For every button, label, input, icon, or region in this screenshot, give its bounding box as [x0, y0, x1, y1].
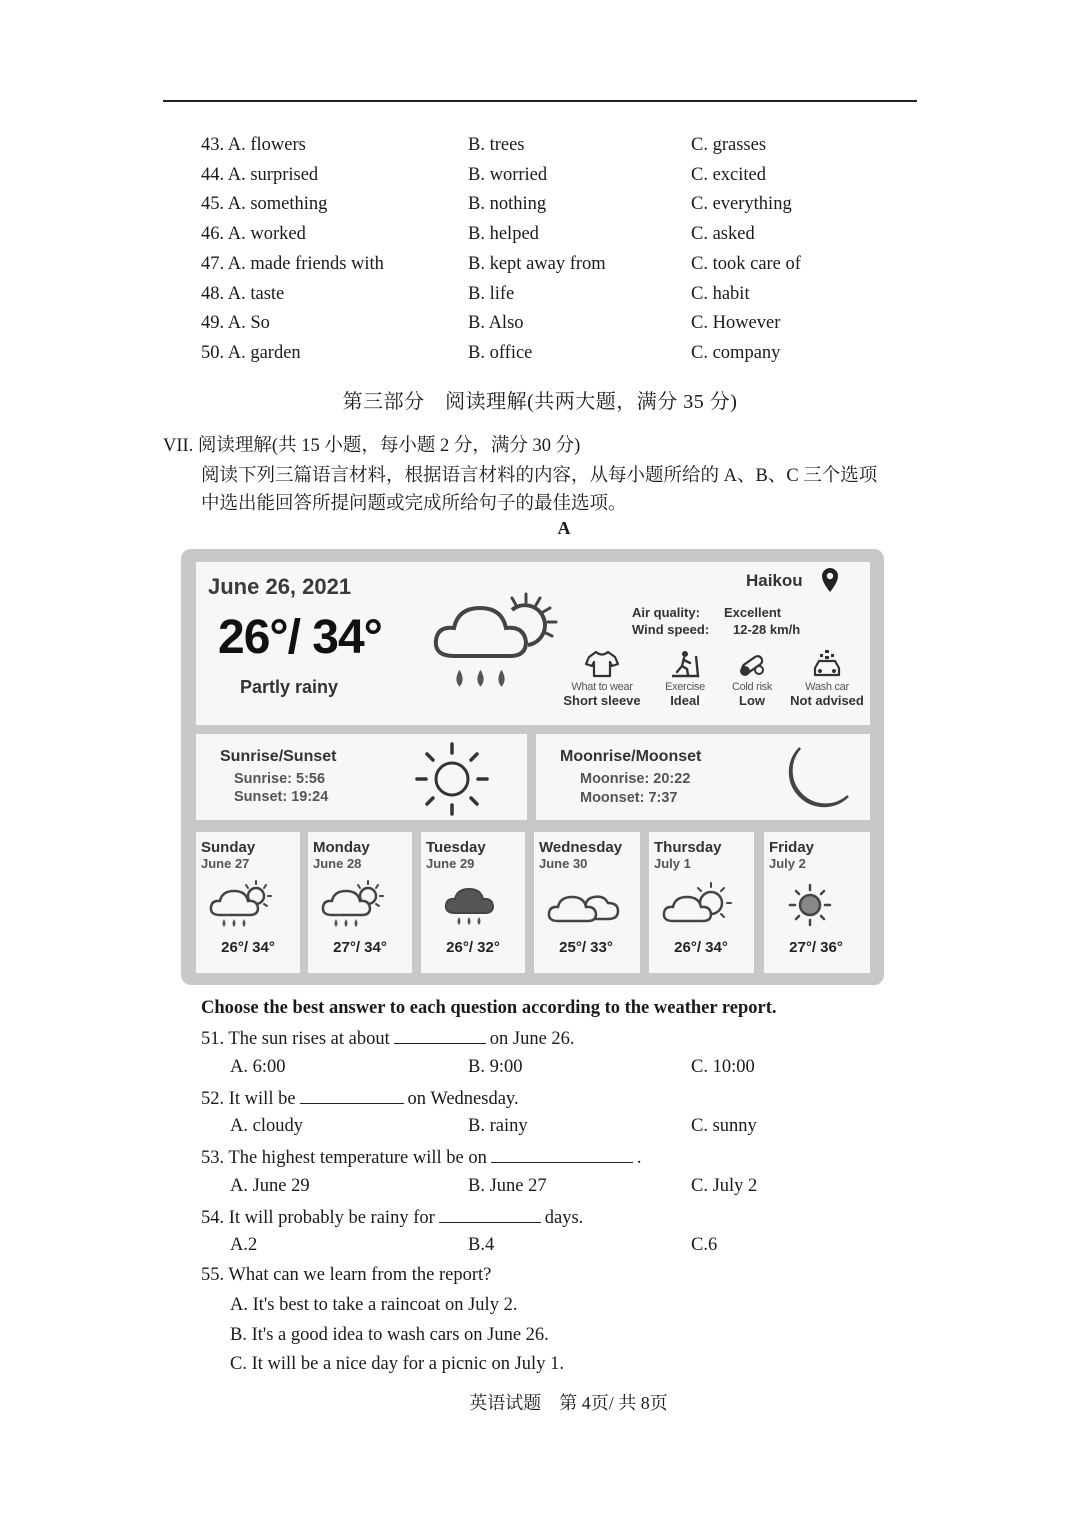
option-c: C. company [691, 343, 781, 363]
option-c: C. everything [691, 194, 792, 214]
option-row-49 [0, 313, 1080, 343]
today-condition: Partly rainy [240, 677, 339, 697]
forecast-day-name: Sunday [201, 839, 256, 856]
sun-icon [411, 742, 493, 818]
option-c: C. It will be a nice day for a picnic on July 1. [230, 1354, 564, 1374]
moonset-time: Moonset: 7:37 [580, 790, 678, 806]
option-row-44 [0, 165, 1080, 195]
moonrise-moonset-panel [536, 734, 870, 820]
question-51-options [0, 1057, 1080, 1087]
answer-blank [439, 1206, 541, 1223]
option-c: C.6 [691, 1235, 718, 1255]
option-b: B.4 [468, 1235, 495, 1255]
question-52: 52. It will be on Wednesday. [201, 1089, 519, 1109]
forecast-temperature: 27°/ 36° [789, 939, 843, 956]
forecast-day-name: Thursday [654, 839, 722, 856]
sunrise-time: Sunrise: 5:56 [234, 771, 326, 787]
instruction-line: 阅读下列三篇语言材料，根据语言材料的内容，从每小题所给的 A、B、C 三个选项 [201, 466, 878, 486]
option-b: B. kept away from [468, 254, 606, 274]
option-c: C. 10:00 [691, 1057, 755, 1077]
location-pin-icon [821, 567, 839, 593]
index-label: Exercise [665, 681, 705, 693]
option-b: B. office [468, 343, 533, 363]
forecast-date: June 28 [313, 856, 362, 871]
part-title: 第三部分 阅读理解(共两大题，满分 35 分) [342, 391, 738, 413]
option-b: B. 9:00 [468, 1057, 523, 1077]
weather-report [181, 549, 884, 985]
option-a: 49. A. So [201, 313, 270, 333]
question-54-options [0, 1235, 1080, 1265]
forecast-temperature: 25°/ 33° [559, 939, 613, 956]
option-b: B. helped [468, 224, 539, 244]
option-b: B. life [468, 284, 515, 304]
report-date: June 26, 2021 [208, 574, 352, 599]
page-footer: 英语试题 第 4页/ 共 8页 [469, 1393, 668, 1413]
option-b: B. June 27 [468, 1176, 547, 1196]
option-b: B. trees [468, 135, 525, 155]
option-c: C. sunny [691, 1116, 757, 1136]
forecast-temperature: 26°/ 34° [674, 939, 728, 956]
top-rule [163, 100, 917, 102]
option-b: B. nothing [468, 194, 547, 214]
question-52-options [0, 1116, 1080, 1146]
index-wash-car [781, 650, 873, 708]
option-a: 47. A. made friends with [201, 254, 384, 274]
option-row-46 [0, 224, 1080, 254]
forecast-temperature: 27°/ 34° [333, 939, 387, 956]
option-a: 45. A. something [201, 194, 328, 214]
moon-title: Moonrise/Moonset [560, 748, 702, 765]
index-what-to-wear [559, 650, 645, 708]
option-c: C. excited [691, 165, 767, 185]
index-label: Wash car [805, 681, 849, 693]
partly-sunny-icon [661, 879, 737, 931]
option-b: B. worried [468, 165, 548, 185]
forecast-temperature: 26°/ 32° [446, 939, 500, 956]
forecast-day-name: Wednesday [539, 839, 623, 856]
option-a: A. It's best to take a raincoat on July 2. [230, 1295, 518, 1315]
forecast-date: July 2 [769, 856, 806, 871]
question-51: 51. The sun rises at about on June 26. [201, 1029, 575, 1049]
forecast-day [196, 832, 300, 973]
index-value: Short sleeve [563, 693, 641, 708]
question-55: 55. What can we learn from the report? [201, 1265, 492, 1285]
option-c: C. habit [691, 284, 750, 304]
wind-speed: Wind speed: 12-28 km/h [632, 622, 801, 637]
option-row-48 [0, 284, 1080, 314]
passage-letter: A [557, 518, 571, 538]
option-a: A.2 [230, 1235, 258, 1255]
option-a: 43. A. flowers [201, 135, 306, 155]
forecast-day [308, 832, 412, 973]
option-a: A. cloudy [230, 1116, 303, 1136]
partly-rainy-icon [320, 879, 390, 931]
questions-intro: Choose the best answer to each question according to the weather report. [201, 998, 777, 1018]
forecast-temperature: 26°/ 34° [221, 939, 275, 956]
partly-rainy-icon [208, 879, 278, 931]
option-c: C. However [691, 313, 781, 333]
pills-icon [735, 650, 769, 678]
sunny-icon [776, 879, 846, 931]
forecast-day [534, 832, 640, 973]
option-row-47 [0, 254, 1080, 284]
option-row-50 [0, 343, 1080, 373]
index-value: Low [739, 693, 765, 708]
option-b: B. Also [468, 313, 524, 333]
option-b: B. rainy [468, 1116, 528, 1136]
option-c: C. July 2 [691, 1176, 758, 1196]
forecast-day-name: Tuesday [426, 839, 486, 856]
index-value: Ideal [670, 693, 700, 708]
air-quality: Air quality: Excellent [632, 605, 782, 620]
city-name: Haikou [746, 571, 803, 590]
forecast-date: June 27 [201, 856, 250, 871]
option-a: A. 6:00 [230, 1057, 286, 1077]
answer-blank [300, 1087, 404, 1104]
option-a: 44. A. surprised [201, 165, 319, 185]
option-c: C. grasses [691, 135, 767, 155]
question-53: 53. The highest temperature will be on . [201, 1148, 642, 1168]
option-b: B. It's a good idea to wash cars on June 26. [230, 1325, 549, 1345]
section-heading: VII. 阅读理解(共 15 小题，每小题 2 分，满分 30 分) [163, 436, 581, 456]
index-value: Not advised [790, 693, 864, 708]
answer-blank [491, 1146, 633, 1163]
partly-rainy-icon [428, 590, 568, 700]
today-temperature: 26°/ 34° [218, 611, 382, 664]
option-c: C. took care of [691, 254, 801, 274]
forecast-day [764, 832, 870, 973]
crescent-moon-icon [776, 742, 856, 814]
today-panel [196, 562, 870, 725]
cloudy-icon [546, 879, 622, 931]
answer-blank [394, 1027, 486, 1044]
forecast-date: July 1 [654, 856, 691, 871]
option-row-43 [0, 135, 1080, 165]
forecast-day [649, 832, 754, 973]
forecast-date: June 29 [426, 856, 475, 871]
forecast-day [421, 832, 525, 973]
question-54: 54. It will probably be rainy for days. [201, 1208, 584, 1228]
forecast-day-name: Monday [313, 839, 370, 856]
option-c: C. asked [691, 224, 755, 244]
option-a: 48. A. taste [201, 284, 285, 304]
instruction-line: 中选出能回答所提问题或完成所给句子的最佳选项。 [201, 494, 627, 514]
car-wash-icon [810, 650, 844, 678]
sun-title: Sunrise/Sunset [220, 748, 337, 765]
tshirt-icon [585, 650, 619, 678]
forecast-day-name: Friday [769, 839, 815, 856]
option-row-45 [0, 194, 1080, 224]
index-label: Cold risk [731, 681, 773, 693]
option-a: 50. A. garden [201, 343, 301, 363]
sunset-time: Sunset: 19:24 [234, 789, 329, 805]
option-a: A. June 29 [230, 1176, 310, 1196]
index-label: What to wear [571, 681, 633, 693]
question-53-options [0, 1176, 1080, 1206]
forecast-date: June 30 [539, 856, 588, 871]
rain-icon [433, 879, 503, 931]
sunrise-sunset-panel [196, 734, 527, 820]
treadmill-icon [668, 650, 702, 678]
option-a: 46. A. worked [201, 224, 306, 244]
moonrise-time: Moonrise: 20:22 [580, 771, 691, 787]
